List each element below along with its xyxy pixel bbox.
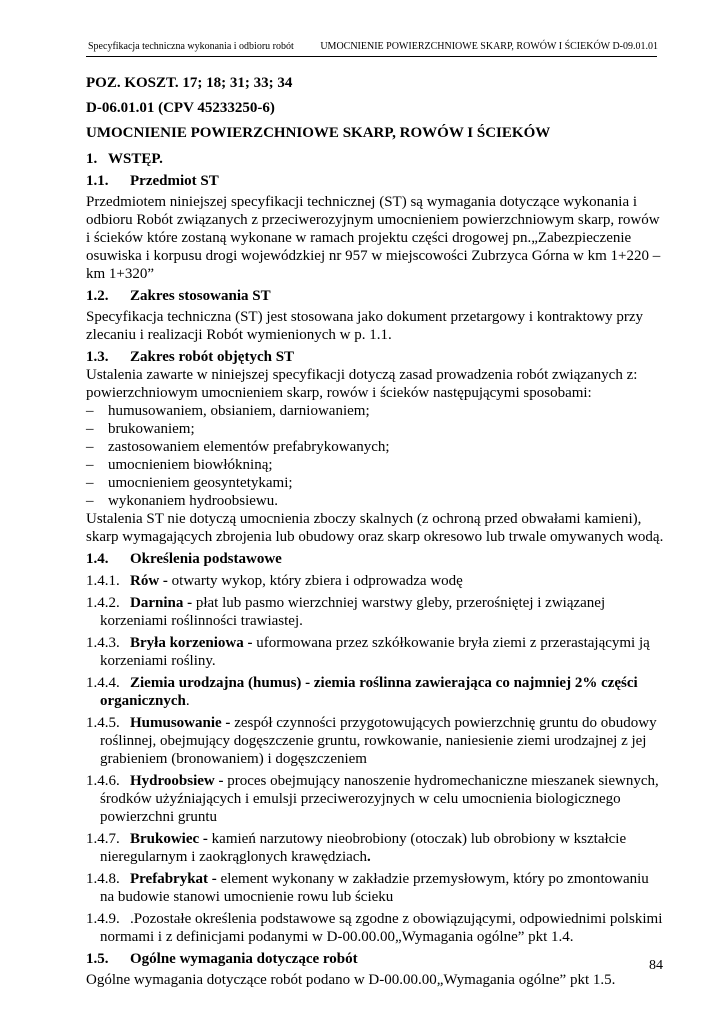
page-number: 84 bbox=[649, 958, 663, 973]
scope-list bbox=[86, 402, 666, 510]
section-1-5-heading: 1.5. Ogólne wymagania dotyczące robót bbox=[86, 951, 358, 967]
list-item: – umocnieniem geosyntetykami; bbox=[86, 475, 293, 491]
definition-item: 1.4.9. .Pozostałe określenia podstawowe są zgodne z obowiązującymi, odpowiednimi polskimi normami i z definicjami podanymi w D-00.00.00„Wymagania ogólne” pkt 1.4. bbox=[86, 911, 663, 945]
section-1-5-text: Ogólne wymagania dotyczące robót podano w D-00.00.00„Wymagania ogólne” pkt 1.5. bbox=[86, 972, 616, 988]
section-1-3-intro: Ustalenia zawarte w niniejszej specyfikacji dotyczą zasad prowadzenia robót związanych z: powierzchniowym umocnieniem skarp, rowów i ścieków następującymi sposobami: bbox=[86, 367, 638, 401]
spec-title-heading: UMOCNIENIE POWIERZCHNIOWE SKARP, ROWÓW I ŚCIEKÓW bbox=[86, 125, 551, 141]
section-1-1-text: Przedmiotem niniejszej specyfikacji technicznej (ST) są wymagania dotyczące wykonania i odbioru Robót związanych z przeciwerozyjnym umocnieniem powierzchniowym skarp, rowów i ścieków które zostaną wykonane w ramach projektu części drogowej pn.„Zabezpieczenie osuwiska i korpusu drogi wojewódzkiej nr 957 w miejscowości Zubrzyca Górna w km 1+220 – km 1+320” bbox=[86, 194, 661, 282]
header-left: Specyfikacja techniczna wykonania i odbioru robót bbox=[88, 41, 294, 52]
definition-item: 1.4.6. Hydroobsiew - proces obejmujący nanoszenie hydromechaniczne mieszanek siewnych, środków użyźniających i emulsji przeciwerozyjnych w celu umocnienia biologicznego powierzchni gruntu bbox=[86, 773, 659, 825]
definition-item: 1.4.4. Ziemia urodzajna (humus) - ziemia roślinna zawierająca co najmniej 2% części organicznych. bbox=[86, 675, 638, 709]
definition-item: 1.4.1. Rów - otwarty wykop, który zbiera i odprowadza wodę bbox=[86, 573, 463, 589]
section-1-2-heading: 1.2. Zakres stosowania ST bbox=[86, 288, 271, 304]
section-1-heading: 1. WSTĘP. bbox=[86, 151, 163, 167]
running-header bbox=[88, 41, 658, 52]
definition-item: 1.4.7. Brukowiec - kamień narzutowy nieobrobiony (otoczak) lub obrobiony w kształcie nieregularnym i zaokrąglonych krawędziach. bbox=[86, 831, 627, 865]
section-1-3-heading: 1.3. Zakres robót objętych ST bbox=[86, 349, 295, 365]
cost-position-heading: POZ. KOSZT. 17; 18; 31; 33; 34 bbox=[86, 75, 293, 91]
header-rule bbox=[86, 56, 657, 57]
section-1-2-text: Specyfikacja techniczna (ST) jest stosowana jako dokument przetargowy i kontraktowy przy zlecaniu i realizacji Robót wymienionych w p. 1.1. bbox=[86, 309, 644, 343]
definition-item: 1.4.2. Darnina - płat lub pasmo wierzchniej warstwy gleby, przerośniętej i związanej korzeniami roślinności trawiastej. bbox=[86, 595, 606, 629]
section-1-3-outro: Ustalenia ST nie dotyczą umocnienia zboczy skalnych (z ochroną przed obwałami kamieni), skarp wymagających zbrojenia lub obudowy oraz skarp okresowo lub trwale omywanych wodą. bbox=[86, 511, 664, 545]
list-item: – brukowaniem; bbox=[86, 421, 195, 437]
list-item: – humusowaniem, obsianiem, darniowaniem; bbox=[86, 403, 370, 419]
document-body bbox=[86, 74, 666, 989]
list-item: – wykonaniem hydroobsiewu. bbox=[86, 493, 278, 509]
definition-item: 1.4.5. Humusowanie - zespół czynności przygotowujących powierzchnię gruntu do obudowy roślinnej, obejmujący dogęszczenie gruntu, rowkowanie, naniesienie ziemi urodzajnej z jej grabieniem (bronowaniem) i dogęszczeniem bbox=[86, 715, 657, 767]
list-item: – umocnieniem biowłókniną; bbox=[86, 457, 273, 473]
definition-item: 1.4.8. Prefabrykat - element wykonany w zakładzie przemysłowym, który po zmontowaniu na budowie stanowi umocnienie rowu lub ścieku bbox=[86, 871, 649, 905]
header-right: UMOCNIENIE POWIERZCHNIOWE SKARP, ROWÓW I ŚCIEKÓW D-09.01.01 bbox=[320, 41, 658, 52]
section-1-4-heading: 1.4. Określenia podstawowe bbox=[86, 551, 282, 567]
list-item: – zastosowaniem elementów prefabrykowanych; bbox=[86, 439, 390, 455]
definition-item: 1.4.3. Bryła korzeniowa - uformowana przez szkółkowanie bryła ziemi z przerastającymi ją korzeniami rośliny. bbox=[86, 635, 650, 669]
spec-code-heading: D-06.01.01 (CPV 45233250-6) bbox=[86, 100, 275, 116]
section-1-1-heading: 1.1. Przedmiot ST bbox=[86, 173, 219, 189]
